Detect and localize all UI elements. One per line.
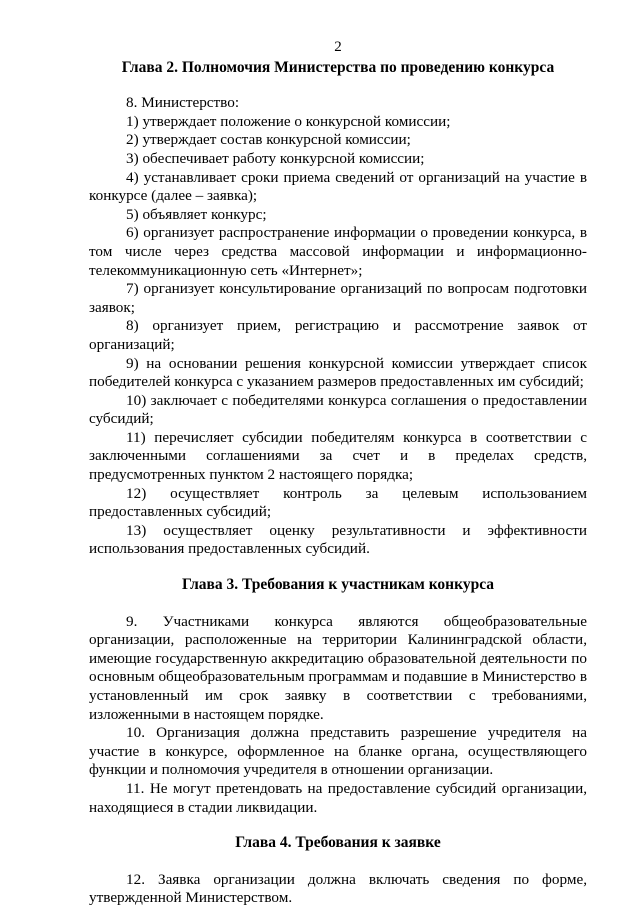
paragraph: 8. Министерство: bbox=[126, 94, 240, 112]
chapter-3-section bbox=[89, 576, 587, 817]
chapter-4-title: Глава 4. Требования к заявке bbox=[235, 834, 441, 852]
chapter-2-section bbox=[89, 59, 587, 559]
list-item: 9) на основании решения конкурсной комиссии утверждает список победителей конкурса с указанием размеров предоставленных им субсидий; bbox=[89, 354, 587, 391]
list-item: 12) осуществляет контроль за целевым использованием предоставленных субсидий; bbox=[89, 484, 587, 521]
list-item: 6) организует распространение информации о проведении конкурса, в том числе через средства массовой информации и информационно-телекоммуникационную сеть «Интернет»; bbox=[89, 224, 587, 279]
chapter-2-title: Глава 2. Полномочия Министерства по проведению конкурса bbox=[121, 58, 555, 76]
list-item: 2) утверждает состав конкурсной комиссии; bbox=[126, 131, 411, 149]
paragraph: 9. Участниками конкурса являются общеобразовательные организации, расположенные на территории Калининградской области, имеющие государственную аккредитацию образовательной деятельности по основным общеобразовательным программам и подавшие в Министерство в установленный им срок заявку в соответствии с требованиями, изложенными в настоящем порядке. bbox=[89, 612, 587, 723]
list-item: 5) объявляет конкурс; bbox=[126, 205, 267, 223]
list-item: 13) осуществляет оценку результативности и эффективности использования предоставленных субсидий. bbox=[89, 521, 587, 558]
list-item: 8) организует прием, регистрацию и рассмотрение заявок от организаций; bbox=[89, 317, 587, 353]
paragraph: 11. Не могут претендовать на предоставление субсидий организации, находящиеся в стадии ликвидации. bbox=[89, 779, 587, 816]
document-page bbox=[89, 38, 587, 908]
list-item: 1) утверждает положение о конкурсной комиссии; bbox=[126, 112, 451, 130]
paragraph: 10. Организация должна представить разрешение учредителя на участие в конкурсе, оформленное на бланке органа, осуществляющего функции и полномочия учредителя в отношении организации. bbox=[89, 724, 587, 779]
paragraph: 12. Заявка организации должна включать сведения по форме, утвержденной Министерством. bbox=[89, 870, 587, 907]
list-item: 11) перечисляет субсидии победителям конкурса в соответствии с заключенными соглашениями за счет и в пределах средств, предусмотренных пунктом 2 настоящего порядка; bbox=[89, 428, 587, 484]
list-item: 3) обеспечивает работу конкурсной комиссии; bbox=[126, 149, 425, 167]
list-item: 4) устанавливает сроки приема сведений от организаций на участие в конкурсе (далее – заявка); bbox=[89, 168, 587, 205]
list-item: 7) организует консультирование организаций по вопросам подготовки заявок; bbox=[89, 280, 587, 316]
list-item: 10) заключает с победителями конкурса соглашения о предоставлении субсидий; bbox=[89, 391, 587, 428]
chapter-4-section bbox=[89, 834, 587, 908]
chapter-3-title: Глава 3. Требования к участникам конкурса bbox=[181, 576, 495, 594]
page-number: 2 bbox=[334, 39, 342, 55]
